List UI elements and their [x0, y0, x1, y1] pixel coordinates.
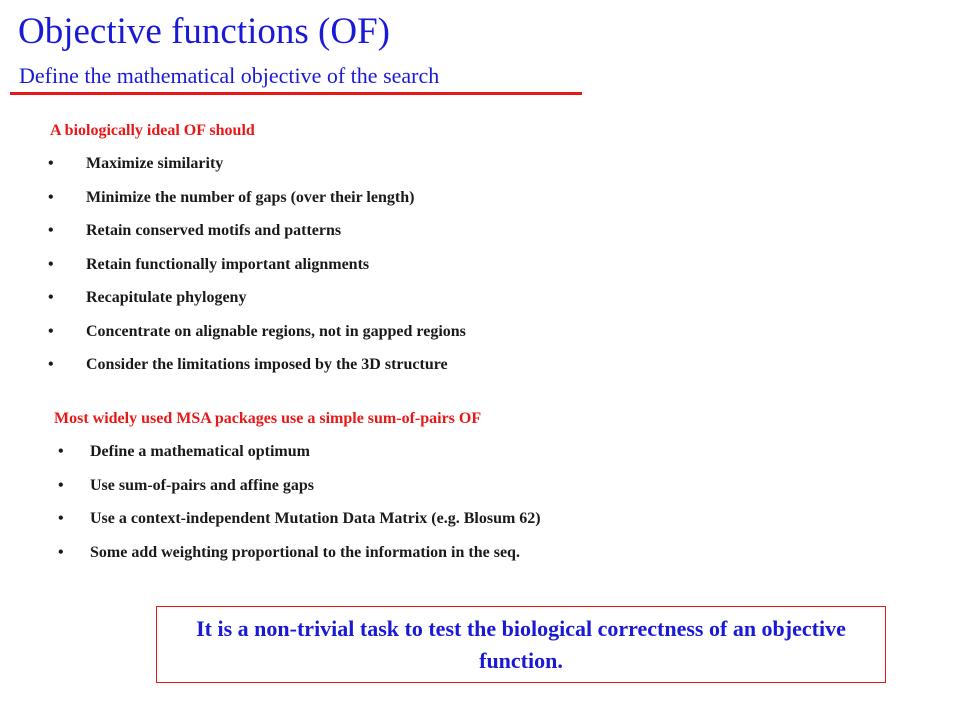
callout-text: It is a non-trivial task to test the biological correctness of an objective function. — [196, 615, 846, 673]
callout-box — [156, 606, 886, 683]
bullet-icon: • — [48, 356, 54, 373]
bullet-icon: • — [48, 322, 54, 340]
section1-heading: A biologically ideal OF should — [50, 122, 255, 139]
list-item-text: Minimize the number of gaps (over their length) — [86, 188, 415, 206]
list-item-text: Define a mathematical optimum — [90, 443, 310, 460]
list-item-text: Concentrate on alignable regions, not in gapped regions — [86, 322, 466, 340]
bullet-icon: • — [48, 255, 54, 273]
bullet-icon: • — [58, 443, 64, 460]
bullet-icon: • — [58, 476, 64, 494]
bullet-icon: • — [58, 510, 64, 527]
slide-title: Objective functions (OF) — [18, 11, 390, 52]
bullet-icon: • — [48, 155, 54, 172]
list-item-text: Maximize similarity — [86, 155, 224, 172]
slide-subtitle: Define the mathematical objective of the search — [19, 63, 440, 88]
bullet-icon: • — [58, 543, 64, 561]
list-item-text: Recapitulate phylogeny — [86, 289, 247, 306]
bullet-icon: • — [48, 222, 54, 239]
list-item-text: Consider the limitations imposed by the 3D structure — [86, 356, 448, 373]
section2-heading: Most widely used MSA packages use a simple sum-of-pairs OF — [54, 410, 482, 427]
bullet-icon: • — [48, 289, 54, 306]
bullet-icon: • — [48, 188, 54, 206]
list-item-text: Use a context-independent Mutation Data Matrix (e.g. Blosum 62) — [90, 510, 541, 527]
title-underline — [10, 92, 582, 95]
list-item-text: Retain conserved motifs and patterns — [86, 222, 342, 239]
list-item-text: Retain functionally important alignments — [86, 255, 370, 273]
list-item-text: Some add weighting proportional to the information in the seq. — [90, 543, 520, 561]
list-item-text: Use sum-of-pairs and affine gaps — [90, 476, 315, 494]
